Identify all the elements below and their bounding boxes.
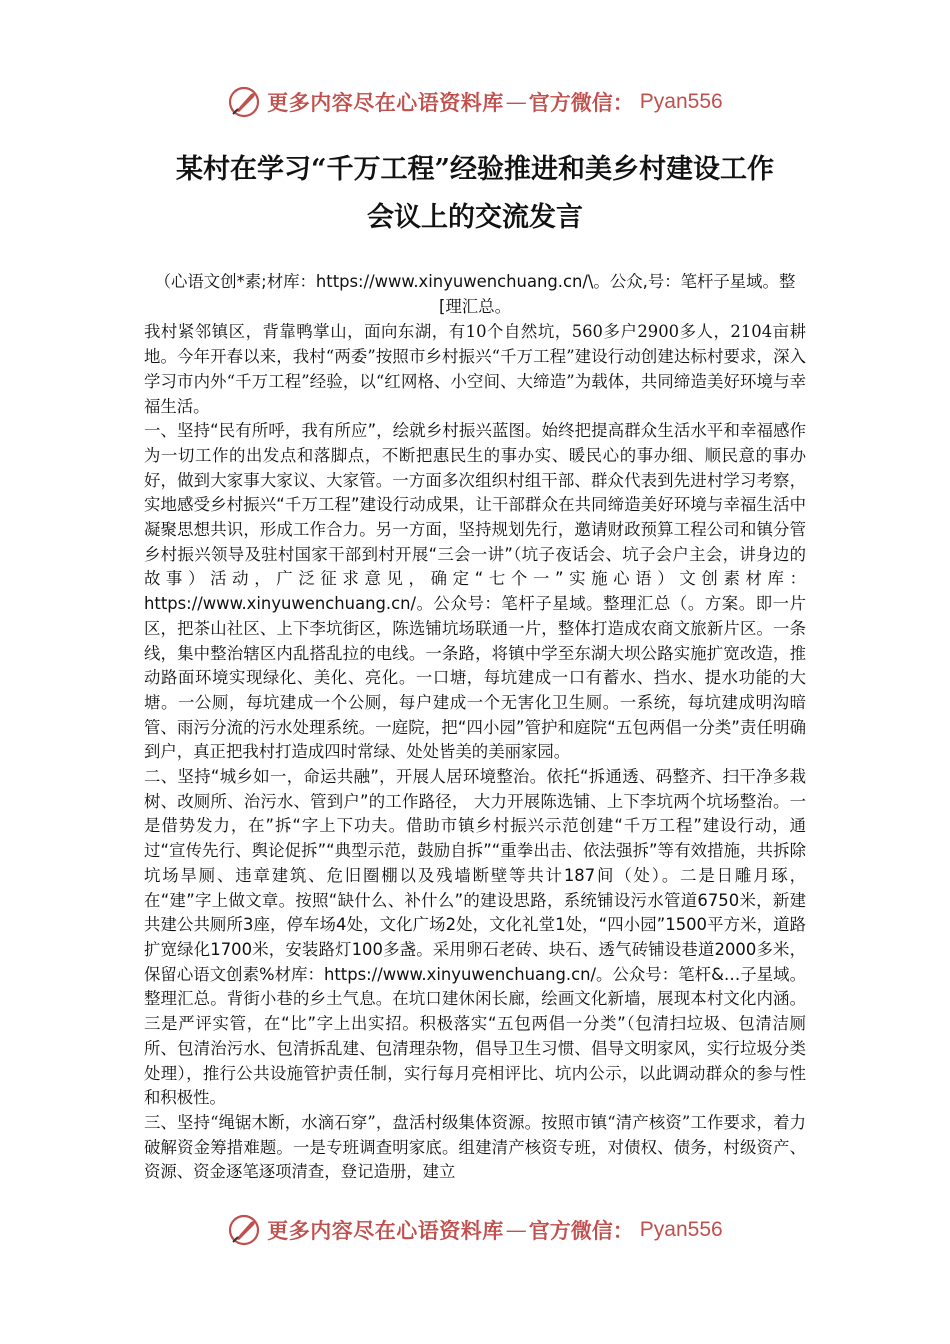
banner-text: 更多内容尽在心语资料库 [267, 90, 504, 115]
banner-separator: — [505, 1218, 527, 1242]
quill-pen-logo-icon [227, 85, 261, 119]
banner-official-label: 官方微信： [528, 90, 634, 115]
banner-text: 更多内容尽在心语资料库 [267, 1218, 504, 1243]
watermark-banner-top [0, 82, 950, 122]
paragraph-section-2: 二、坚持“城乡如一，命运共融”，开展人居环境整治。依托“拆通透、码整齐、扫干净多栽树、改厕所、治污水、管到户”的工作路径， 大力开展陈选铺、上下李坑两个坑场整治。一是借势发力，在”拆“字上下功夫。借助市镇乡村振兴示范创建“千万工程”建设行动，通过“宣传先行、舆论促拆”“典型示范，鼓励自拆”“重拳出击、依法强拆”等有效措施，共拆除坑场旱厕、违章建筑、危旧圈棚以及残墙断壁等共计187间（处）。二是日雕月琢，在“建”字上做文章。按照“缺什么、补什么”的建设思路，系统铺设污水管道6750米，新建共建公共厕所3座，停车场4处，文化广场2处，文化礼堂1处，“四小园”1500平方米，道路扩宽绿化1700米，安装路灯100多盏。采用卵石老砖、块石、透气砖铺设巷道2000多米，保留心语文创素%材库：https://www.xinyuwenchuang.cn/。公众号：笔杆&…子星域。整理汇总。背街小巷的乡土气息。在坑口建休闲长廊，绘画文化新墙，展现本村文化内涵。三是严评实管，在“比”字上出实招。积极落实“五包两倡一分类”（包清扫垃圾、包清洁厕所、包清治污水、包清拆乱建、包清理杂物，倡导卫生习惯、倡导文明家风，实行垃圾分类处理），推行公共设施管护责任制，实行每月亮相评比、坑内公示，以此调动群众的参与性和积极性。 [144, 767, 806, 1108]
quill-pen-logo-icon [227, 1213, 261, 1247]
title-line-2: 会议上的交流发言 [367, 202, 583, 233]
paragraph-section-1: 一、坚持“民有所呼，我有所应”，绘就乡村振兴蓝图。始终把提高群众生活水平和幸福感作为一切工作的出发点和落脚点，不断把惠民生的事办实、暖民心的事办细、顺民意的事办好，做到大家事大家议、大家管。一方面多次组织村组干部、群众代表到先进村学习考察，实地感受乡村振兴“千万工程”建设行动成果，让干部群众在共同缔造美好环境与幸福生活中凝聚思想共识，形成工作合力。另一方面，坚持规划先行，邀请财政预算工程公司和镇分管乡村振兴领导及驻村国家干部到村开展“三会一讲”（坑子夜话会、坑子会户主会，讲身边的故事）活动，广泛征求意见，确定“七个一”实施心语）文创素材库：https://www.xinyuwenchuang.cn/。公众号：笔杆子星域。整理汇总（。方案。即一片区，把茶山社区、上下李坑街区，陈选铺坑场联通一片，整体打造成农商文旅新片区。一条线，集中整治辖区内乱搭乱拉的电线。一条路，将镇中学至东湖大坝公路实施扩宽改造，推动路面环境实现绿化、美化、亮化。一口塘，每坑建成一口有蓄水、挡水、提水功能的大塘。一公厕，每坑建成一个公厕，每户建成一个无害化卫生厕。一系统，每坑建成明沟暗管、雨污分流的污水处理系统。一庭院，把“四小园”管护和庭院“五包两倡一分类”责任明确到户，真正把我村打造成四时常绿、处处皆美的美丽家园。 [144, 421, 806, 762]
banner-separator: — [505, 90, 527, 114]
banner-wechat-id: Pyan556 [639, 90, 723, 113]
watermark-banner-bottom [0, 1210, 950, 1250]
paragraph-intro: 我村紧邻镇区，背靠鸭掌山，面向东湖，有10个自然坑，560多户2900多人，2104亩耕地。今年开春以来，我村“两委”按照市乡村振兴“千万工程”建设行动创建达标村要求，深入学习市内外“千万工程”经验，以“红网格、小空间、大缔造”为载体，共同缔造美好环境与幸福生活。 [144, 322, 806, 416]
document-body [144, 270, 806, 1185]
paragraph-section-3: 三、坚持“绳锯木断，水滴石穿”，盘活村级集体资源。按照市镇“清产核资”工作要求，着力破解资金筹措难题。一是专班调查明家底。组建清产核资专班，对债权、债务，村级资产、资源、资金逐笔逐项清查，登记造册，建立 [144, 1112, 806, 1182]
banner-official-label: 官方微信： [528, 1218, 634, 1243]
banner-wechat-id: Pyan556 [639, 1218, 723, 1241]
page-title [100, 146, 850, 242]
source-note: （心语文创*素;材库：https://www.xinyuwenchuang.cn/\。公众,号：笔杆子星域。整[理汇总。 [154, 272, 796, 316]
title-line-1: 某村在学习“千万工程”经验推进和美乡村建设工作 [175, 154, 775, 185]
